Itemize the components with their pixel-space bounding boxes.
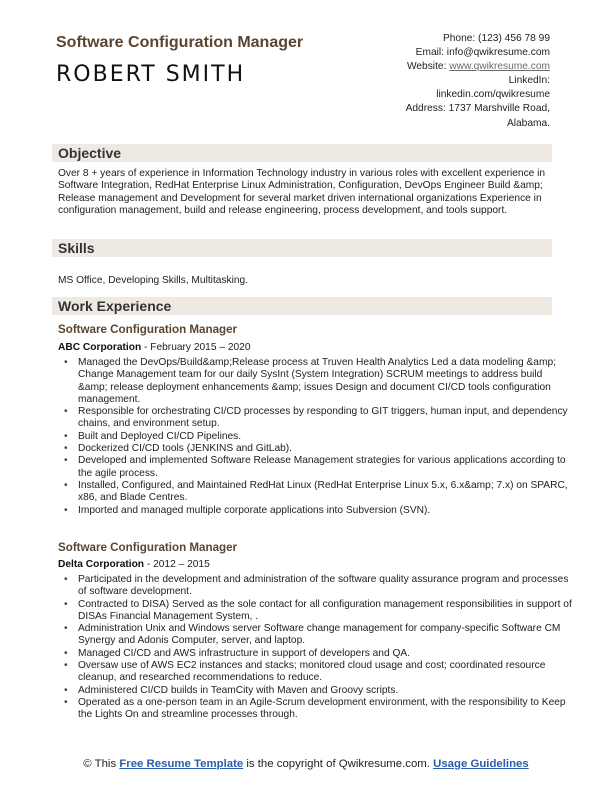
experience-section-bar — [52, 297, 552, 315]
website-link[interactable]: www.qwikresume.com — [449, 61, 550, 73]
list-item: • Administration Unix and Windows server Software change management for company-specific Software CM Synergy and Adonis Computer, server, and laptop. — [78, 623, 573, 648]
job-1-company-line — [58, 342, 251, 353]
list-item: • Managed the DevOps/Build&amp;Release process at Truven Health Analytics Led a data modeling &amp; Change Management team for our daily SysInt (System Integration) SCRUM meetings to address build &amp; release deployment enhancements &amp; issues Design and document CI/CD tools configuration management. — [78, 357, 573, 406]
list-item: • Oversaw use of AWS EC2 instances and stacks; monitored cloud usage and cost; coordinated resource cleanup, and researched recommendations to reduce. — [78, 660, 573, 685]
skills-heading: Skills — [58, 240, 95, 256]
list-item: • Imported and managed multiple corporate applications into Subversion (SVN). — [78, 505, 573, 517]
list-item: • Participated in the development and administration of the software quality assurance program and processes of software development. — [78, 574, 573, 599]
list-item: • Responsible for orchestrating CI/CD processes by responding to GIT triggers, human input, and dependency chains, and environment setup. — [78, 406, 573, 431]
footer-middle: is the copyright of Qwikresume.com. — [243, 758, 434, 770]
skills-text: MS Office, Developing Skills, Multitasking. — [58, 275, 249, 286]
job-2-company-line — [58, 559, 210, 570]
list-item: • Administered CI/CD builds in TeamCity with Maven and Groovy scripts. — [78, 685, 573, 697]
usage-guidelines-link[interactable]: Usage Guidelines — [433, 758, 529, 770]
job-2-company: Delta Corporation — [58, 559, 145, 570]
job-1-bullets — [58, 357, 573, 517]
objective-heading: Objective — [58, 145, 122, 161]
experience-heading: Work Experience — [58, 298, 172, 314]
job-1-company: ABC Corporation — [58, 342, 142, 353]
website-label: Website: — [406, 61, 450, 73]
contact-address-line1: Address: 1737 Marshville Road, — [405, 103, 550, 115]
list-item: • Dockerized CI/CD tools (JENKINS and GitLab). — [78, 443, 573, 455]
contact-email: Email: info@qwikresume.com — [415, 47, 550, 59]
list-item: • Built and Deployed CI/CD Pipelines. — [78, 431, 573, 443]
job-2-dates: - 2012 – 2015 — [144, 559, 210, 570]
contact-address-line2: Alabama. — [506, 117, 550, 129]
free-resume-template-link[interactable]: Free Resume Template — [119, 758, 244, 770]
job-1-title: Software Configuration Manager — [58, 323, 238, 336]
job-2-bullets — [58, 574, 573, 722]
contact-linkedin-url: linkedin.com/qwikresume — [436, 89, 550, 101]
contact-block — [320, 32, 550, 131]
list-item: • Managed CI/CD and AWS infrastructure in support of developers and QA. — [78, 648, 573, 660]
contact-website — [320, 60, 550, 74]
header-job-title: Software Configuration Manager — [56, 34, 304, 51]
list-item: • Operated as a one-person team in an Agile-Scrum development environment, with the responsibility to Keep the Lights On and streamline processes through. — [78, 697, 573, 722]
objective-section-bar — [52, 144, 552, 162]
footer-copyright — [82, 758, 530, 771]
list-item: • Installed, Configured, and Maintained RedHat Linux (RedHat Enterprise Linux 5.x, 6.x&amp; 7.x) on SPARC, x86, and Blade Centres. — [78, 480, 573, 505]
job-2-title: Software Configuration Manager — [58, 541, 238, 554]
footer-prefix: © This — [83, 758, 120, 770]
candidate-name: ROBERT SMITH — [56, 62, 246, 87]
contact-phone: Phone: (123) 456 78 99 — [442, 33, 550, 44]
objective-text: Over 8 + years of experience in Information Technology industry in various roles with excellent experience in Software Integration, RedHat Enterprise Linux Administration, Configuration, DevOps Engineer Build &amp; Release management and Development for several market driven international organizations Experience in configuration management, build and release engineering, process development, and tools support. — [58, 168, 546, 217]
skills-section-bar — [52, 239, 552, 257]
job-1-dates: - February 2015 – 2020 — [141, 342, 251, 353]
list-item: • Developed and implemented Software Release Management strategies for various applications according to the agile process. — [78, 455, 573, 480]
contact-linkedin-label: LinkedIn: — [508, 75, 550, 87]
list-item: • Contracted to DISA) Served as the sole contact for all configuration management responsibilities in support of DISAs Financial Management System, . — [78, 599, 573, 624]
